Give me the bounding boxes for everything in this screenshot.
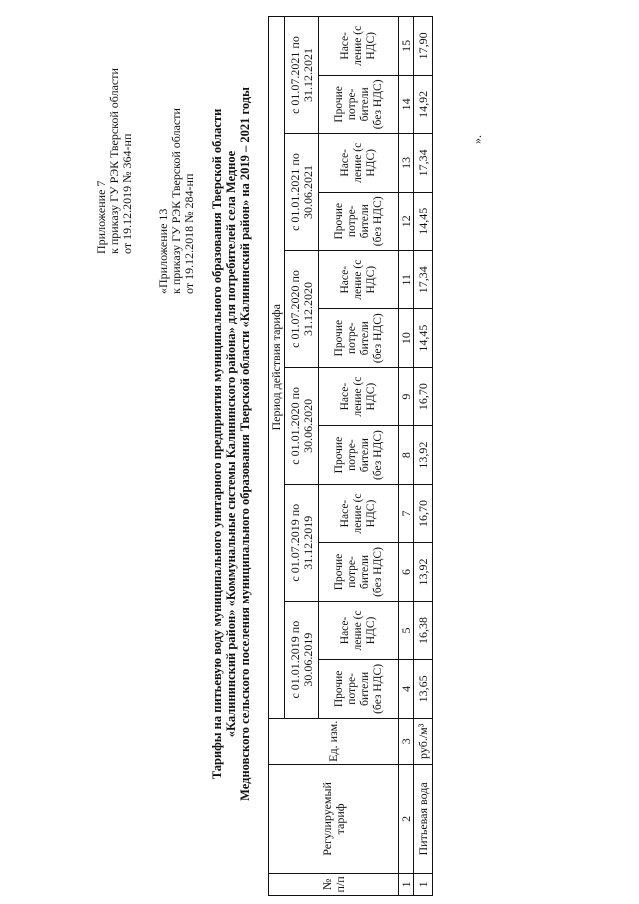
period-3: с 01.01.2020 по 30.06.2020 bbox=[285, 367, 319, 484]
col-number: 6 bbox=[399, 543, 414, 601]
header-period: Период действия тарифа bbox=[269, 17, 285, 719]
col-number: 7 bbox=[399, 484, 414, 542]
sub-other: Прочие потре-бители (без НДС) bbox=[319, 543, 399, 601]
sub-population: Насе-ление (с НДС) bbox=[319, 601, 399, 659]
period-6: с 01.07.2021 по 31.12.2021 bbox=[285, 17, 319, 134]
title-line2: «Калининский район» «Коммунальные системы Калининского района» для потребителей села Медное bbox=[224, 150, 238, 738]
col-number: 15 bbox=[399, 17, 414, 76]
tariff-value: 13,65 bbox=[414, 660, 433, 718]
col-number: 8 bbox=[399, 426, 414, 484]
title-line3: Медновского сельского поселения муниципального образования Тверской области «Калининский район» на 2019 – 2021 годы bbox=[238, 87, 252, 801]
col-number: 3 bbox=[399, 718, 414, 764]
period-1: с 01.01.2019 по 30.06.2019 bbox=[285, 601, 319, 718]
tariff-value: 13,92 bbox=[414, 426, 433, 484]
appendix-13-line2: к приказу ГУ РЭК Тверской области bbox=[169, 108, 183, 294]
sub-population: Насе-ление (с НДС) bbox=[319, 17, 399, 76]
col-number: 5 bbox=[399, 601, 414, 659]
sub-population: Насе-ление (с НДС) bbox=[319, 484, 399, 542]
tariff-value: 14,45 bbox=[414, 309, 433, 367]
row-tariff: Питьевая вода bbox=[414, 764, 433, 873]
tariff-value: 17,90 bbox=[414, 17, 433, 76]
sub-population: Насе-ление (с НДС) bbox=[319, 367, 399, 425]
col-number: 12 bbox=[399, 192, 414, 250]
appendix-13-line1: «Приложение 13 bbox=[156, 208, 170, 294]
table-row bbox=[414, 17, 433, 896]
sub-other: Прочие потре-бители (без НДС) bbox=[319, 660, 399, 718]
tariff-value: 17,34 bbox=[414, 134, 433, 192]
col-number: 2 bbox=[399, 764, 414, 873]
col-number: 11 bbox=[399, 250, 414, 308]
closing-mark: ». bbox=[470, 135, 484, 144]
appendix-7-line2: к приказу ГУ РЭК Тверской области bbox=[107, 68, 121, 254]
period-5: с 01.01.2021 по 30.06.2021 bbox=[285, 134, 319, 251]
tariff-value: 16,38 bbox=[414, 601, 433, 659]
row-unit: руб./м³ bbox=[414, 718, 433, 764]
header-num: № п/п bbox=[269, 873, 399, 895]
col-number: 14 bbox=[399, 75, 414, 133]
appendix-7-line1: Приложение 7 bbox=[94, 180, 108, 254]
appendix-13-header bbox=[156, 108, 196, 294]
period-2: с 01.07.2019 по 31.12.2019 bbox=[285, 484, 319, 601]
sub-population: Насе-ление (с НДС) bbox=[319, 134, 399, 192]
period-4: с 01.07.2020 по 31.12.2020 bbox=[285, 250, 319, 367]
tariff-value: 14,45 bbox=[414, 192, 433, 250]
header-tariff: Регулируемый тариф bbox=[269, 764, 399, 873]
tariff-value: 16,70 bbox=[414, 484, 433, 542]
tariff-value: 13,92 bbox=[414, 543, 433, 601]
appendix-13-line3: от 19.12.2018 № 284-нп bbox=[182, 173, 196, 294]
row-num: 1 bbox=[414, 873, 433, 895]
col-number: 13 bbox=[399, 134, 414, 192]
column-number-row bbox=[399, 17, 414, 896]
appendix-7-line3: от 19.12.2019 № 364-нп bbox=[120, 133, 134, 254]
document-title bbox=[210, 59, 252, 829]
col-number: 10 bbox=[399, 309, 414, 367]
sub-other: Прочие потре-бители (без НДС) bbox=[319, 192, 399, 250]
title-line1: Тарифы на питьевую воду муниципального унитарного предприятия муниципального образования Тверской области bbox=[210, 108, 224, 780]
sub-other: Прочие потре-бители (без НДС) bbox=[319, 75, 399, 133]
sub-other: Прочие потре-бители (без НДС) bbox=[319, 309, 399, 367]
sub-other: Прочие потре-бители (без НДС) bbox=[319, 426, 399, 484]
sub-population: Насе-ление (с НДС) bbox=[319, 250, 399, 308]
tariff-value: 14,92 bbox=[414, 75, 433, 133]
col-number: 4 bbox=[399, 660, 414, 718]
header-unit: Ед. изм. bbox=[269, 718, 399, 764]
tariff-value: 17,34 bbox=[414, 250, 433, 308]
appendix-7-header bbox=[94, 68, 134, 254]
col-number: 1 bbox=[399, 873, 414, 895]
tariff-value: 16,70 bbox=[414, 367, 433, 425]
col-number: 9 bbox=[399, 367, 414, 425]
tariff-table bbox=[268, 16, 433, 896]
